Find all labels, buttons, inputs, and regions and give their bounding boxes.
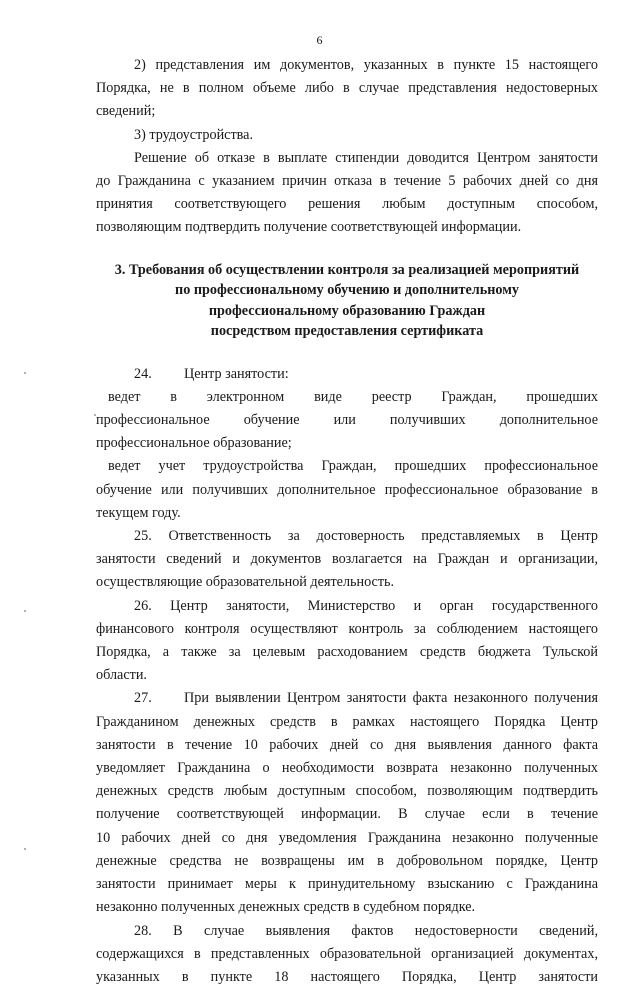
paragraph-27-number: 27. — [134, 690, 152, 707]
section-heading-line: посредством предоставления сертификата — [210, 323, 484, 340]
paragraph-27-first-line: При выявлении Центром занятости факта незаконного получения — [184, 690, 598, 707]
page-number: 6 — [316, 33, 323, 47]
section-heading-line: по профессиональному обучению и дополнительному — [175, 282, 519, 299]
paragraph-24-line: профессиональное обучение или получивших дополнительное — [96, 412, 598, 429]
refusal-paragraph-line: Решение об отказе в выплате стипендии доводится Центром занятости — [134, 149, 598, 166]
paragraph-26-line: 26. Центр занятости, Министерство и орган государственного — [134, 597, 598, 614]
paragraph-24-number: 24. — [134, 365, 152, 382]
paragraph-27-line: незаконно полученных денежных средств в судебном порядке. — [96, 899, 476, 916]
list-item-2-line: 2) представления им документов, указанных в пункте 15 настоящего — [134, 57, 598, 73]
section-heading-line: профессиональному образованию Граждан — [208, 302, 486, 319]
paragraph-24-line: профессиональное образование; — [96, 435, 292, 452]
section-heading-line: 3. Требования об осуществлении контроля за реализацией мероприятий — [114, 261, 580, 278]
paragraph-27-line: Гражданином денежных средств в рамках настоящего Порядка Центр — [96, 713, 598, 730]
paragraph-24-line: обучение или получивших дополнительное профессиональное образование в — [96, 481, 598, 498]
paragraph-27-line: уведомляет Гражданина о необходимости возврата незаконно полученных — [96, 760, 598, 777]
document-body — [96, 54, 598, 989]
paragraph-28-line: содержащихся в представленных образовательной организацией документах, — [96, 945, 598, 962]
paragraph-27-line: 10 рабочих дней со дня уведомления Гражданина незаконно полученные — [96, 829, 598, 846]
list-item-2-line: сведений; — [96, 103, 156, 120]
list-item-3: 3) трудоустройства. — [134, 126, 254, 143]
list-item-2-line: Порядка, не в полном объеме либо в случае представления недостоверных — [96, 80, 598, 97]
paragraph-24-heading — [96, 363, 598, 386]
refusal-paragraph-line: принятия соответствующего решения любым доступным способом, — [96, 196, 598, 213]
paragraph-25-line: осуществляющие образовательной деятельность. — [96, 574, 395, 591]
paragraph-26-line: финансового контроля осуществляют контроль за соблюдением настоящего — [96, 620, 598, 637]
paragraph-25-line: 25. Ответственность за достоверность представляемых в Центр — [134, 528, 598, 545]
paragraph-24-line: ведет в электронном виде реестр Граждан, прошедших — [108, 388, 598, 405]
paragraph-27-line — [96, 687, 598, 710]
refusal-paragraph-line: позволяющим подтвердить получение соответствующей информации. — [96, 219, 522, 236]
paragraph-27-line: денежные средства не возвращены им в добровольном порядке, Центр — [96, 852, 598, 869]
paragraph-28-line: указанных в пункте 18 настоящего Порядка, Центр занятости — [96, 968, 598, 985]
scan-speck — [24, 848, 26, 850]
paragraph-27-line: денежных средств любым доступным способом, позволяющим подтвердить — [96, 783, 598, 800]
paragraph-24-line: ведет учет трудоустройства Граждан, прошедших профессиональное — [108, 458, 598, 475]
scan-speck — [24, 372, 26, 374]
paragraph-26-line: области. — [96, 667, 147, 684]
scan-speck — [94, 414, 96, 416]
refusal-paragraph-line: до Гражданина с указанием причин отказа в течение 5 рабочих дней со дня — [96, 173, 598, 190]
scan-speck — [24, 610, 26, 612]
paragraph-24-title: Центр занятости: — [184, 365, 289, 382]
paragraph-25-line: занятости сведений и документов возлагается на Граждан и организации, — [96, 551, 598, 568]
paragraph-27-line: занятости в течение 10 рабочих дней со дня выявления данного факта — [96, 736, 598, 753]
paragraph-27-line: получение соответствующей информации. В случае если в течение — [96, 806, 598, 823]
section-heading — [96, 260, 598, 342]
paragraph-24-line: текущем году. — [96, 504, 181, 521]
paragraph-27-line: занятости принимает меры к принудительному взысканию с Гражданина — [96, 876, 598, 893]
paragraph-28-line: 28. В случае выявления фактов недостоверности сведений, — [134, 922, 598, 939]
paragraph-26-line: Порядка, а также за целевым расходованием средств бюджета Тульской — [96, 644, 598, 661]
